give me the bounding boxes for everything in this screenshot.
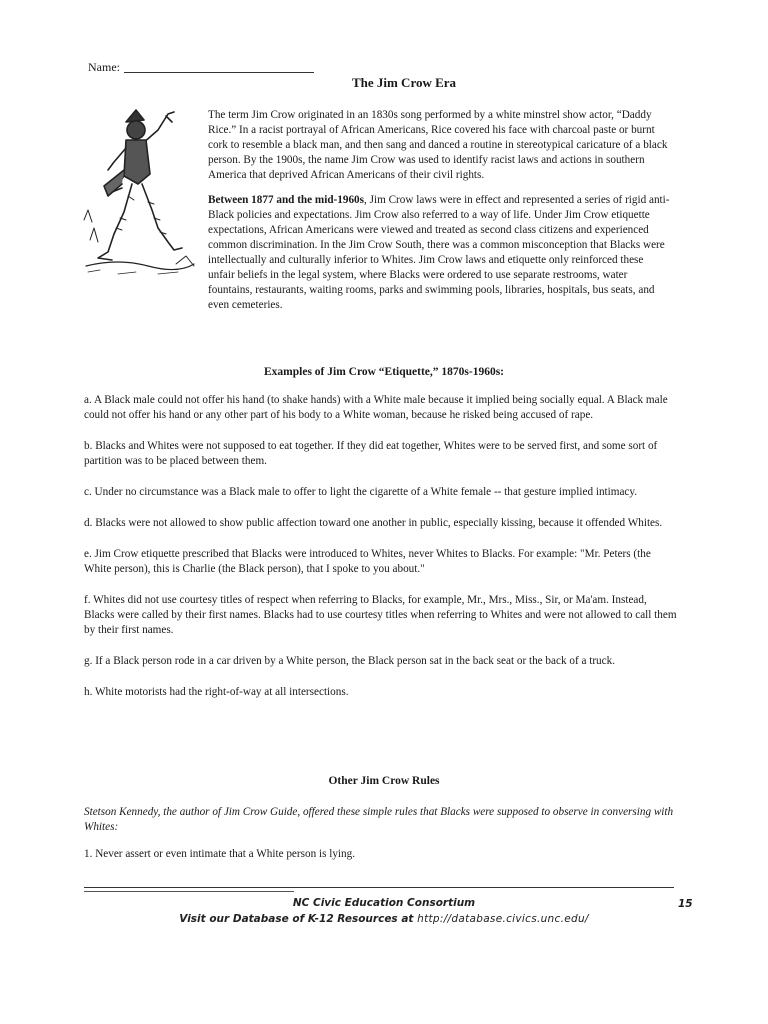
page-title: The Jim Crow Era [351,75,457,90]
footer-visit-line [0,913,768,925]
page-number: 15 [678,898,693,910]
footer-url-link[interactable]: http://database.civics.unc.edu/ [417,913,589,925]
intro-text [208,108,670,323]
other-rules-heading: Other Jim Crow Rules [328,775,440,787]
intro-paragraph-2 [208,193,670,313]
other-rules-intro: Stetson Kennedy, the author of Jim Crow Guide, offered these simple rules that Blacks were supposed to observe in conversing with Whites: [84,806,674,833]
footer-divider-accent [84,891,294,892]
list-item: g. If a Black person rode in a car driven by a White person, the Black person sat in the back seat or the back of a truck. [84,655,616,667]
intro-date-range: Between 1877 and the mid-1960s [208,194,365,206]
name-blank-line[interactable] [124,72,314,73]
examples-heading: Examples of Jim Crow “Etiquette,” 1870s-1960s: [264,366,504,378]
list-item: f. Whites did not use courtesy titles of respect when referring to Blacks, for example, Mr., Mrs., Miss., Sir, or Ma'am. Instead, Blacks were called by their first names. Blacks had to use courtesy titles when referring to Whites and were not allowed to call them by their first names. [84,594,677,636]
name-field-row [88,60,314,75]
list-item: e. Jim Crow etiquette prescribed that Blacks were introduced to Whites, never Whites to Blacks. For example: "Mr. Peters (the White person), this is Charlie (the Black person), that I spoke to you about." [84,548,651,575]
minstrel-illustration [78,100,198,280]
list-item: b. Blacks and Whites were not supposed to eat together. If they did eat together, Whites were to be served first, and some sort of partition was to be placed between them. [84,440,658,467]
footer-visit-text: Visit our Database of K-12 Resources at [179,913,414,925]
list-item: h. White motorists had the right-of-way at all intersections. [84,686,349,698]
list-item: a. A Black male could not offer his hand (to shake hands) with a White male because it implied being socially equal. A Black male could not offer his hand or any other part of his body to a White woman, because he risked being accused of rape. [84,394,668,421]
rule-item: 1. Never assert or even intimate that a White person is lying. [84,848,356,860]
examples-list [84,393,678,716]
footer-divider [84,887,674,888]
name-label: Name: [88,60,120,74]
footer-org: NC Civic Education Consortium [292,897,476,909]
list-item: c. Under no circumstance was a Black male to offer to light the cigarette of a White female -- that gesture implied intimacy. [84,486,638,498]
intro-paragraph-2-body: , Jim Crow laws were in effect and represented a series of rigid anti-Black policies and expectations. Jim Crow also referred to a way of life. Under Jim Crow etiquette expectations, African Americans were viewed and treated as second class citizens and experienced common discrimination. In the Jim Crow South, there was a common misconception that Blacks were intellectually and culturally inferior to Whites. Jim Crow laws and etiquette only reinforced these unfair beliefs in the legal system, where Blacks were ordered to use separate restrooms, water fountains, restaurants, waiting rooms, parks and swimming pools, libraries, hospitals, bus seats, and even cemeteries. [208,194,670,311]
list-item: d. Blacks were not allowed to show public affection toward one another in public, especially kissing, because it offended Whites. [84,517,663,529]
intro-paragraph-1: The term Jim Crow originated in an 1830s song performed by a white minstrel show actor, “Daddy Rice.” In a racist portrayal of African Americans, Rice covered his face with charcoal paste or burnt cork to resemble a black man, and then sang and danced a routine in stereotypical caricature of a black person. By the 1900s, the name Jim Crow was used to identify racist laws and actions in southern America that deprived African Americans of their civil rights. [208,109,668,181]
